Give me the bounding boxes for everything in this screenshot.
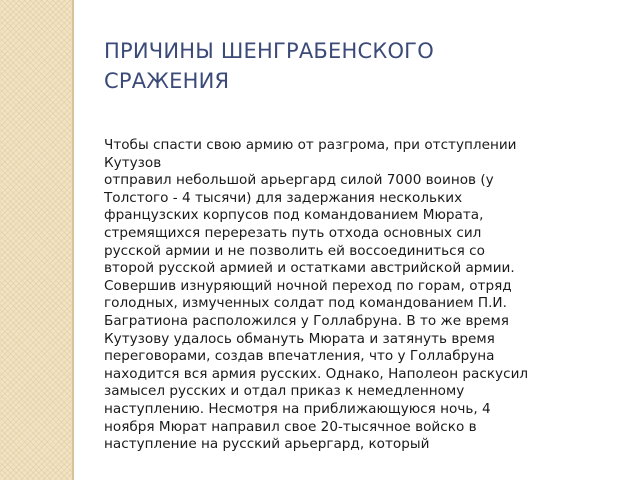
body-line: наступлению. Несмотря на приближающуюся ночь, 4 — [104, 400, 491, 417]
body-line: Кутузов — [104, 154, 162, 171]
stripe-divider — [72, 0, 74, 480]
body-line: Кутузову удалось обмануть Мюрата и затянуть время — [104, 330, 495, 347]
title-line: СРАЖЕНИЯ — [104, 69, 230, 93]
slide-title — [104, 36, 604, 96]
body-line: голодных, измученных солдат под командованием П.И. — [104, 295, 507, 312]
body-line: стремящихся перерезать путь отхода основных сил — [104, 224, 482, 241]
slide-body-text — [104, 137, 604, 454]
body-line: Толстого - 4 тысячи) для задержания нескольких — [104, 189, 463, 206]
body-line: Совершив изнуряющий ночной переход по горам, отряд — [104, 277, 512, 294]
body-line: находится вся армия русских. Однако, Наполеон раскусил — [104, 365, 529, 382]
body-line: переговорами, создав впечатления, что у Голлабруна — [104, 348, 495, 365]
decorative-side-stripe — [0, 0, 72, 480]
body-line: наступление на русский арьергард, который — [104, 436, 430, 453]
body-line: Багратиона расположился у Голлабруна. В то же время — [104, 312, 509, 329]
body-line: Чтобы спасти свою армию от разгрома, при отступлении — [104, 137, 517, 153]
title-line: ПРИЧИНЫ ШЕНГРАБЕНСКОГО — [104, 39, 434, 63]
body-line: второй русской армией и остатками австрийской армии. — [104, 260, 515, 277]
body-line: отправил небольшой арьергард силой 7000 воинов (у — [104, 172, 494, 189]
body-line: русской армии и не позволить ей воссоединиться со — [104, 242, 485, 259]
body-line: ноября Мюрат направил свое 20-тысячное войско в — [104, 418, 477, 435]
body-line: французских корпусов под командованием Мюрата, — [104, 207, 484, 224]
body-line: замысел русских и отдал приказ к немедленному — [104, 383, 465, 400]
